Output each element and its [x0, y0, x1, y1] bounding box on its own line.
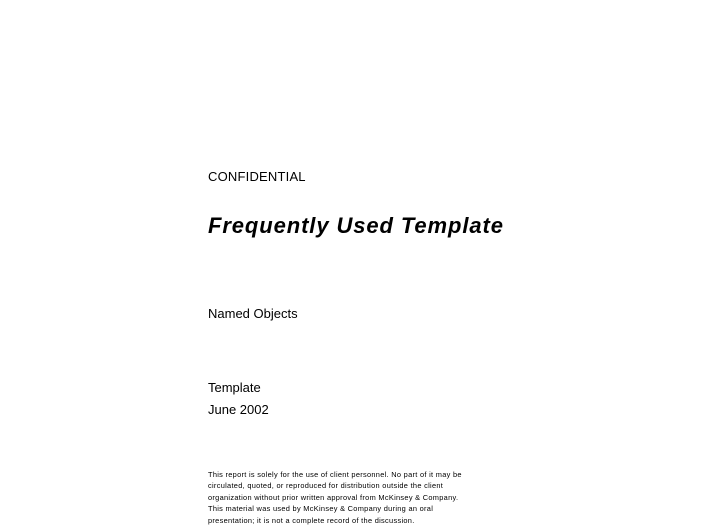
confidential-label: CONFIDENTIAL	[208, 169, 306, 184]
disclaimer-line: circulated, quoted, or reproduced for distribution outside the client	[208, 481, 444, 491]
disclaimer-line: organization without prior written approval from McKinsey & Company.	[208, 492, 459, 502]
disclaimer-line: This report is solely for the use of client personnel. No part of it may be	[208, 470, 462, 479]
document-title: Frequently Used Template	[208, 213, 504, 238]
confidentiality-disclaimer	[208, 469, 508, 526]
disclaimer-line: presentation; it is not a complete record of the discussion.	[208, 515, 415, 525]
document-date: June 2002	[208, 402, 269, 417]
disclaimer-line: This material was used by McKinsey & Company during an oral	[208, 504, 434, 514]
template-label: Template	[208, 380, 261, 395]
document-subtitle: Named Objects	[208, 306, 298, 321]
